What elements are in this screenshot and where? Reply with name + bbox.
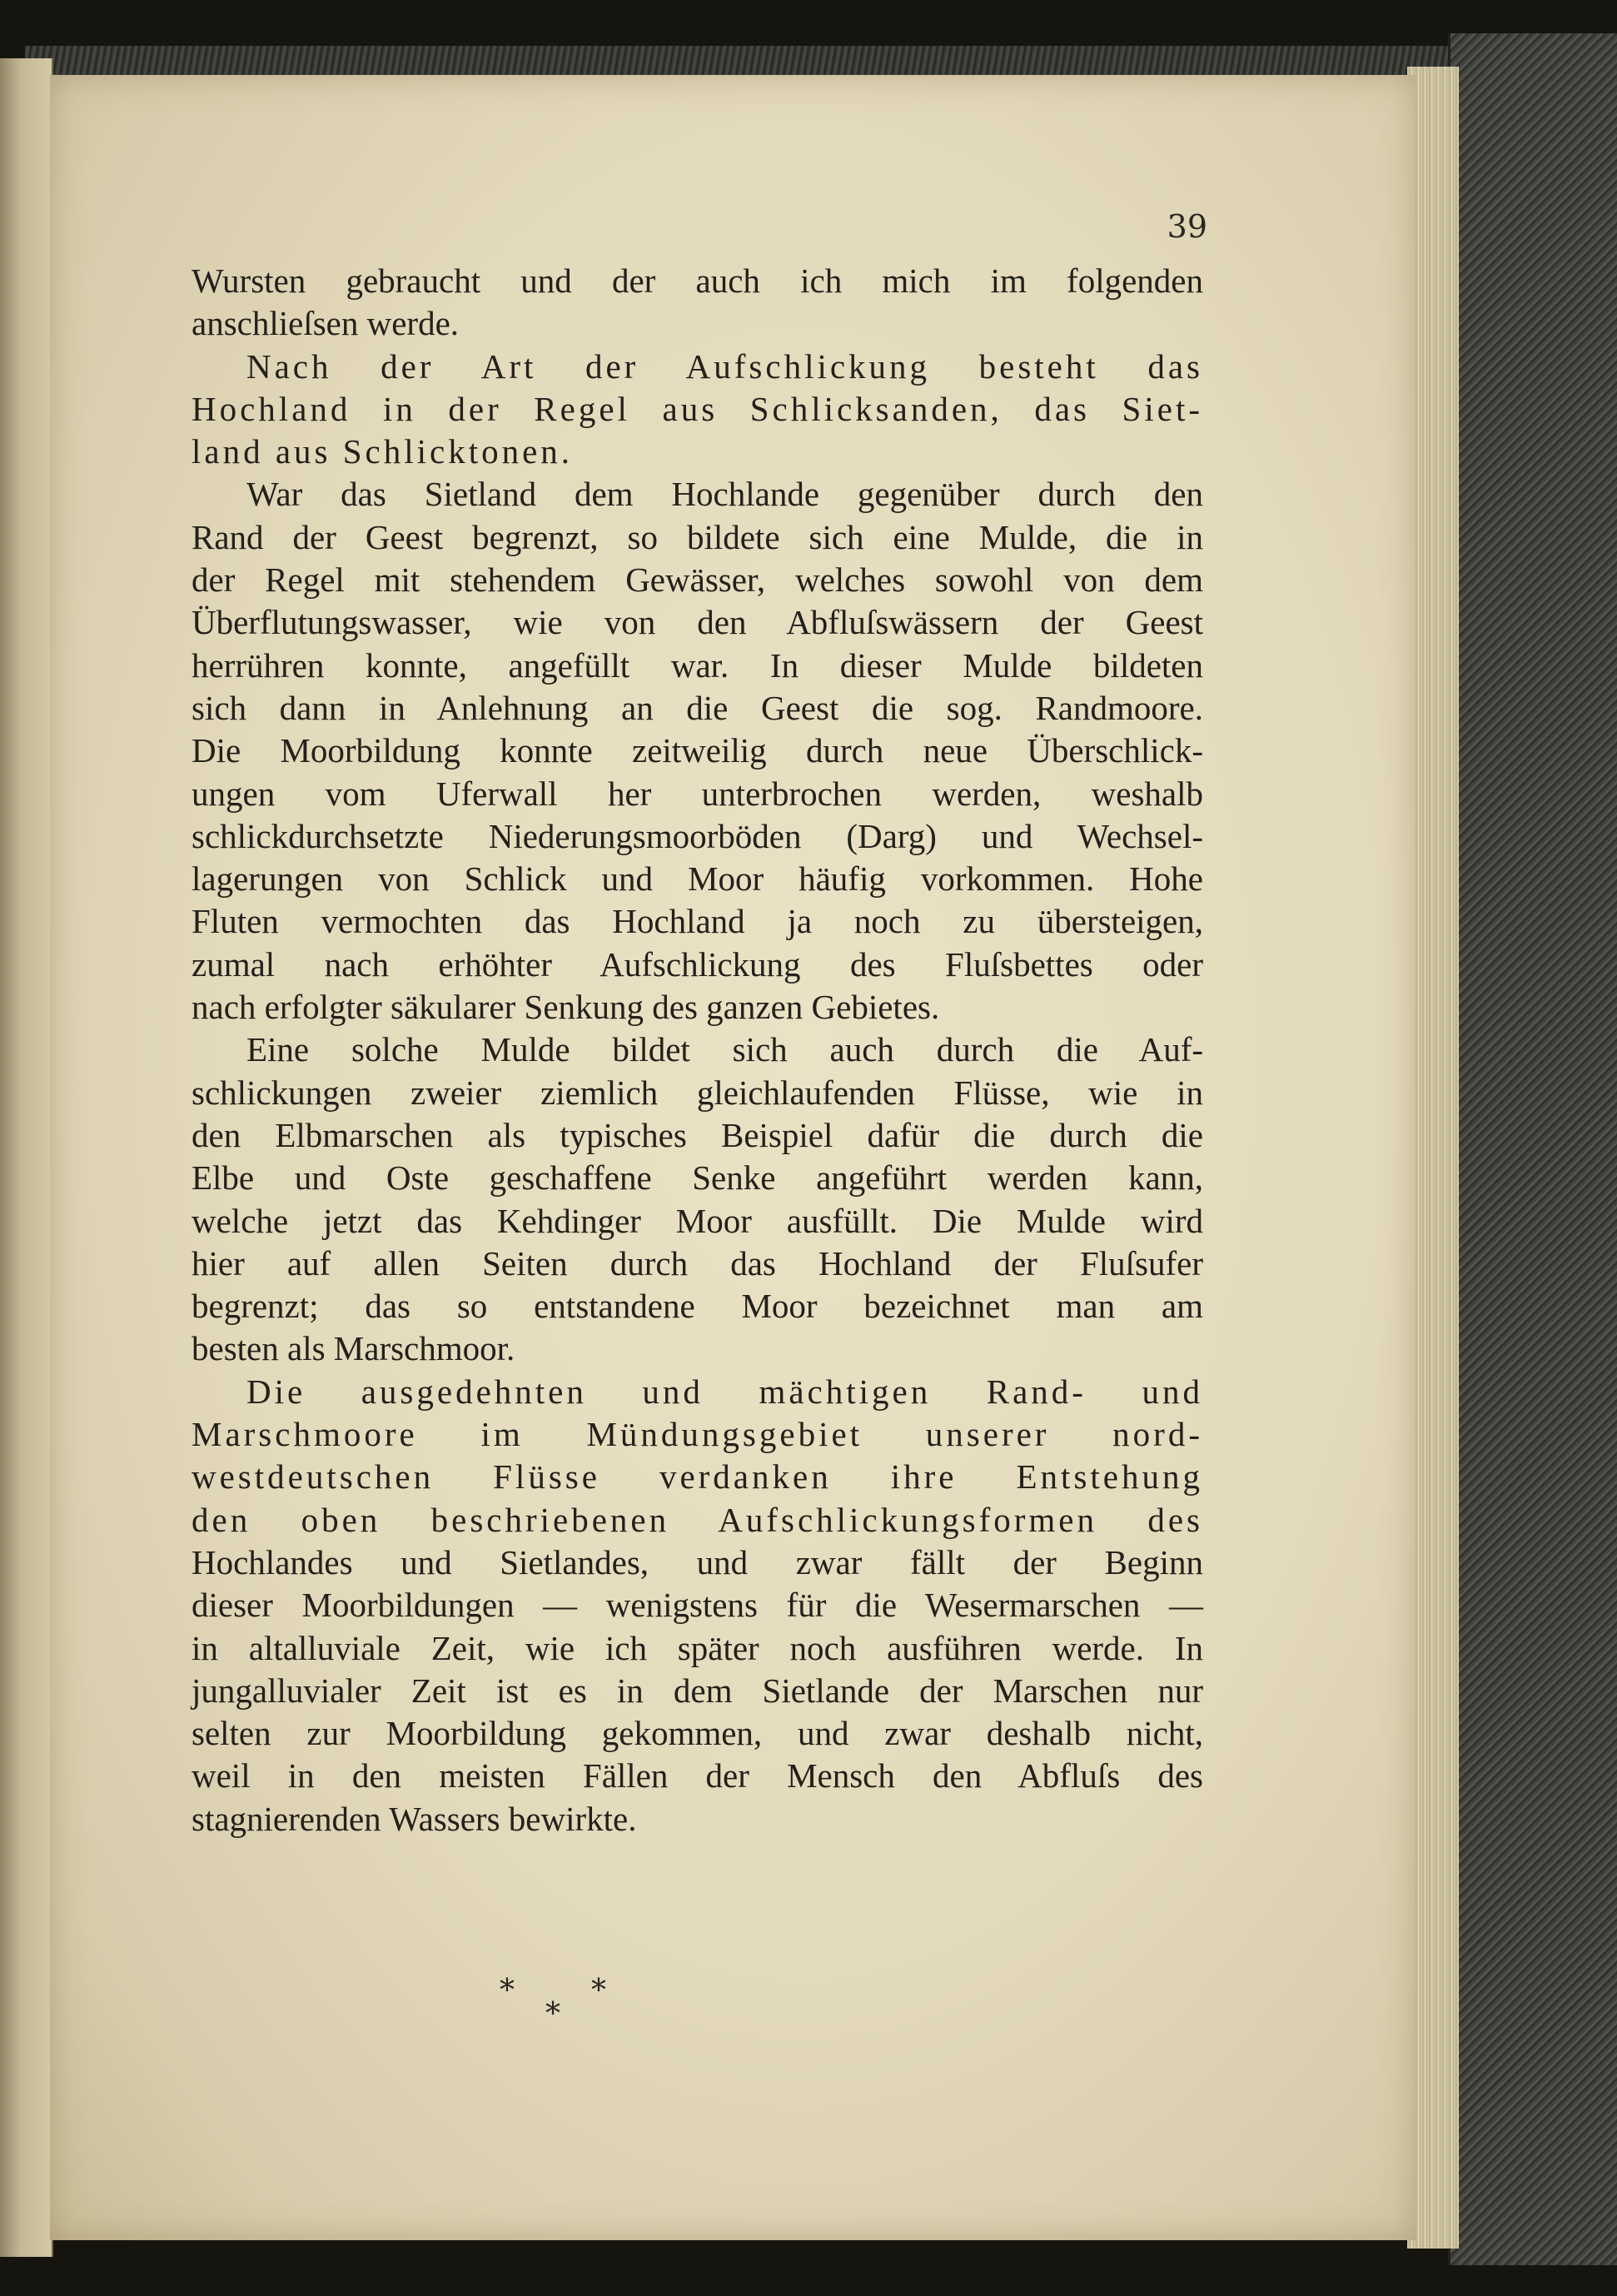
text-line: Rand der Geest begrenzt, so bildete sich eine Mulde, die in [192, 517, 1203, 556]
page-number: 39 [1167, 208, 1207, 245]
text-line: weil in den meisten Fällen der Mensch den Abfluſs des [192, 1756, 1203, 1795]
text-line: sich dann in Anlehnung an die Geest die sog. Randmoore. [192, 688, 1203, 727]
text-line: anschlieſsen werde. [192, 304, 460, 343]
text-line: nach erfolgter säkularer Senkung des ganzen Gebietes. [192, 988, 940, 1027]
paragraph [192, 473, 1203, 1028]
asterisk: * [591, 1974, 606, 2008]
top-binding-strip [25, 46, 1457, 79]
asterisk: * [545, 1997, 560, 2031]
text-line: dieser Moorbildungen — wenigstens für die Wesermarschen — [192, 1586, 1203, 1625]
text-line: begrenzt; das so entstandene Moor bezeichnet man am [192, 1287, 1203, 1326]
text-line: hier auf allen Seiten durch das Hochland der Fluſsufer [192, 1243, 1203, 1282]
text-line: Eine solche Mulde bildet sich auch durch die Auf- [246, 1030, 1203, 1069]
text-line: den Elbmarschen als typisches Beispiel dafür die durch die [192, 1115, 1203, 1154]
text-line: zumal nach erhöhter Aufschlickung des Fluſsbettes oder [192, 944, 1203, 984]
text-line: Nach der Art der Aufschlickung besteht das [246, 346, 1203, 386]
text-line: Marschmoore im Mündungsgebiet unserer nord- [192, 1415, 1203, 1454]
text-line: schlickungen zweier ziemlich gleichlaufenden Flüsse, wie in [192, 1073, 1203, 1112]
text-line: Die Moorbildung konnte zeitweilig durch neue Überschlick- [192, 731, 1203, 770]
text-line: besten als Marschmoor. [192, 1329, 515, 1368]
text-line: herrühren konnte, angefüllt war. In dieser Mulde bildeten [192, 645, 1203, 685]
body-text [192, 260, 1203, 1840]
text-line: Wursten gebraucht und der auch ich mich im folgenden [192, 261, 1203, 300]
book-cover-edge [1448, 33, 1617, 2265]
text-line: schlickdurchsetzte Niederungsmoorböden (Darg) und Wechsel- [192, 816, 1203, 855]
text-line: land aus Schlicktonen. [192, 432, 574, 471]
text-line: Überflutungswasser, wie von den Abfluſswässern der Geest [192, 603, 1203, 642]
paragraph [192, 1028, 1203, 1370]
text-line: lagerungen von Schlick und Moor häufig vorkommen. Hohe [192, 859, 1203, 899]
section-break [500, 1974, 1082, 2074]
text-line: ungen vom Uferwall her unterbrochen werden, weshalb [192, 774, 1203, 813]
previous-page-edge [0, 58, 53, 2257]
asterisk: * [500, 1974, 515, 2008]
text-line: Die ausgedehnten und mächtigen Rand- und [246, 1372, 1203, 1411]
text-line: Hochlandes und Sietlandes, und zwar fällt der Beginn [192, 1542, 1203, 1581]
text-line: Elbe und Oste geschaffene Senke angeführt werden kann, [192, 1158, 1203, 1198]
text-line: welche jetzt das Kehdinger Moor ausfüllt. Die Mulde wird [192, 1201, 1203, 1240]
text-line: Hochland in der Regel aus Schlicksanden, das Siet- [192, 389, 1203, 428]
paragraph [192, 1371, 1203, 1840]
text-line: stagnierenden Wassers bewirkte. [192, 1799, 637, 1838]
text-line: selten zur Moorbildung gekommen, und zwar deshalb nicht, [192, 1714, 1203, 1753]
text-line: War das Sietland dem Hochlande gegenüber durch den [246, 475, 1203, 514]
book-page [50, 75, 1415, 2240]
text-line: jungalluvialer Zeit ist es in dem Sietlande der Marschen nur [192, 1671, 1203, 1710]
text-line: der Regel mit stehendem Gewässer, welches sowohl von dem [192, 560, 1203, 600]
text-line: westdeutschen Flüsse verdanken ihre Entstehung [192, 1457, 1203, 1497]
text-line: in altalluviale Zeit, wie ich später noch ausführen werde. In [192, 1628, 1203, 1667]
text-line: den oben beschriebenen Aufschlickungsformen des [192, 1500, 1203, 1539]
paragraph [192, 346, 1203, 474]
paragraph [192, 260, 1203, 346]
text-line: Fluten vermochten das Hochland ja noch zu übersteigen, [192, 902, 1203, 941]
